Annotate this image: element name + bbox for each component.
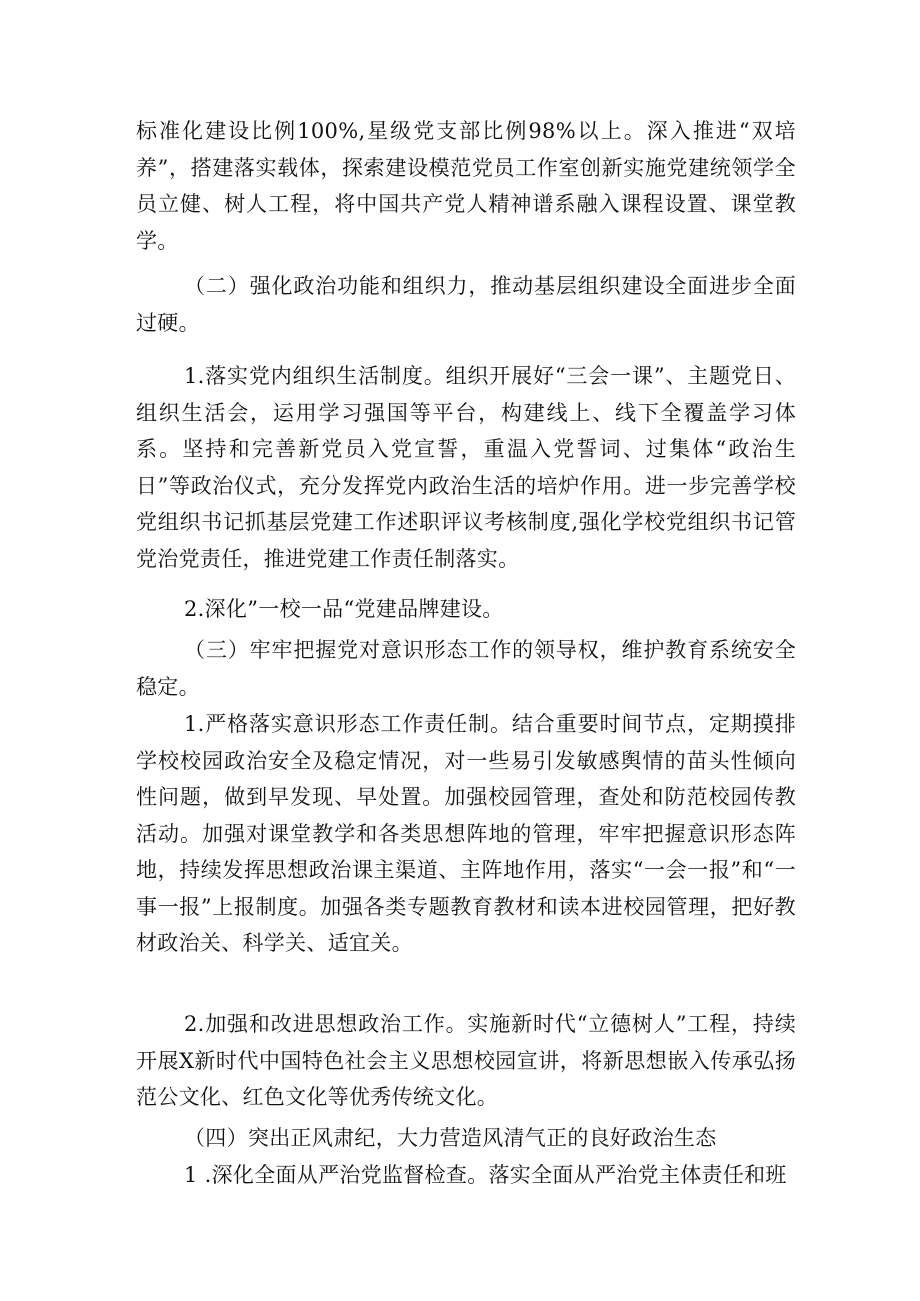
- section-heading-3: （三）牢牢把握党对意识形态工作的领导权，维护教育系统安全稳定。: [136, 638, 796, 699]
- paragraph-continuation: 标准化建设比例100%,星级党支部比例98%以上。深入推进“双培养”，搭建落实载体，探索建设模范党员工作室创新实施党建统领学全员立健、树人工程，将中国共产党人精神谱系融入课程设置、课堂教学。: [136, 119, 796, 253]
- subsection-item-2-1: 1.落实党内组织生活制度。组织开展好“三会一课”、主题党日、组织生活会，运用学习强国等平台，构建线上、线下全覆盖学习体系。坚持和完善新党员入党宣誓，重温入党誓词、过集体“政治生日”等政治仪式，充分发挥党内政治生活的培炉作用。进一步完善学校党组织书记抓基层党建工作述职评议考核制度,强化学校党组织书记管党治党责任，推进党建工作责任制落实。: [136, 364, 796, 571]
- section-heading-2: （二）强化政治功能和组织力，推动基层组织建设全面进步全面过硬。: [136, 274, 796, 335]
- subsection-item-3-2: 2.加强和改进思想政治工作。实施新时代“立德树人”工程，持续开展X新时代中国特色社会主义思想校园宣讲，将新思想嵌入传承弘扬范公文化、红色文化等优秀传统文化。: [136, 1012, 796, 1109]
- subsection-item-4-1: 1 .深化全面从严治党监督检查。落实全面从严治党主体责任和班: [184, 1163, 787, 1187]
- subsection-item-2-2: 2.深化”一校一品“党建品牌建设。: [184, 597, 504, 621]
- subsection-item-3-1: 1.严格落实意识形态工作责任制。结合重要时间节点，定期摸排学校校园政治安全及稳定情况，对一些易引发敏感舆情的苗头性倾向性问题，做到早发现、早处置。加强校园管理，查处和防范校园传教活动。加强对课堂教学和各类思想阵地的管理，牢牢把握意识形态阵地，持续发挥思想政治课主渠道、主阵地作用，落实“一会一报”和“一事一报”上报制度。加强各类专题教育教材和读本进校园管理，把好教材政治关、科学关、适宜关。: [136, 712, 796, 955]
- section-heading-4: （四）突出正风肃纪，大力营造风清气正的良好政治生态: [184, 1126, 717, 1150]
